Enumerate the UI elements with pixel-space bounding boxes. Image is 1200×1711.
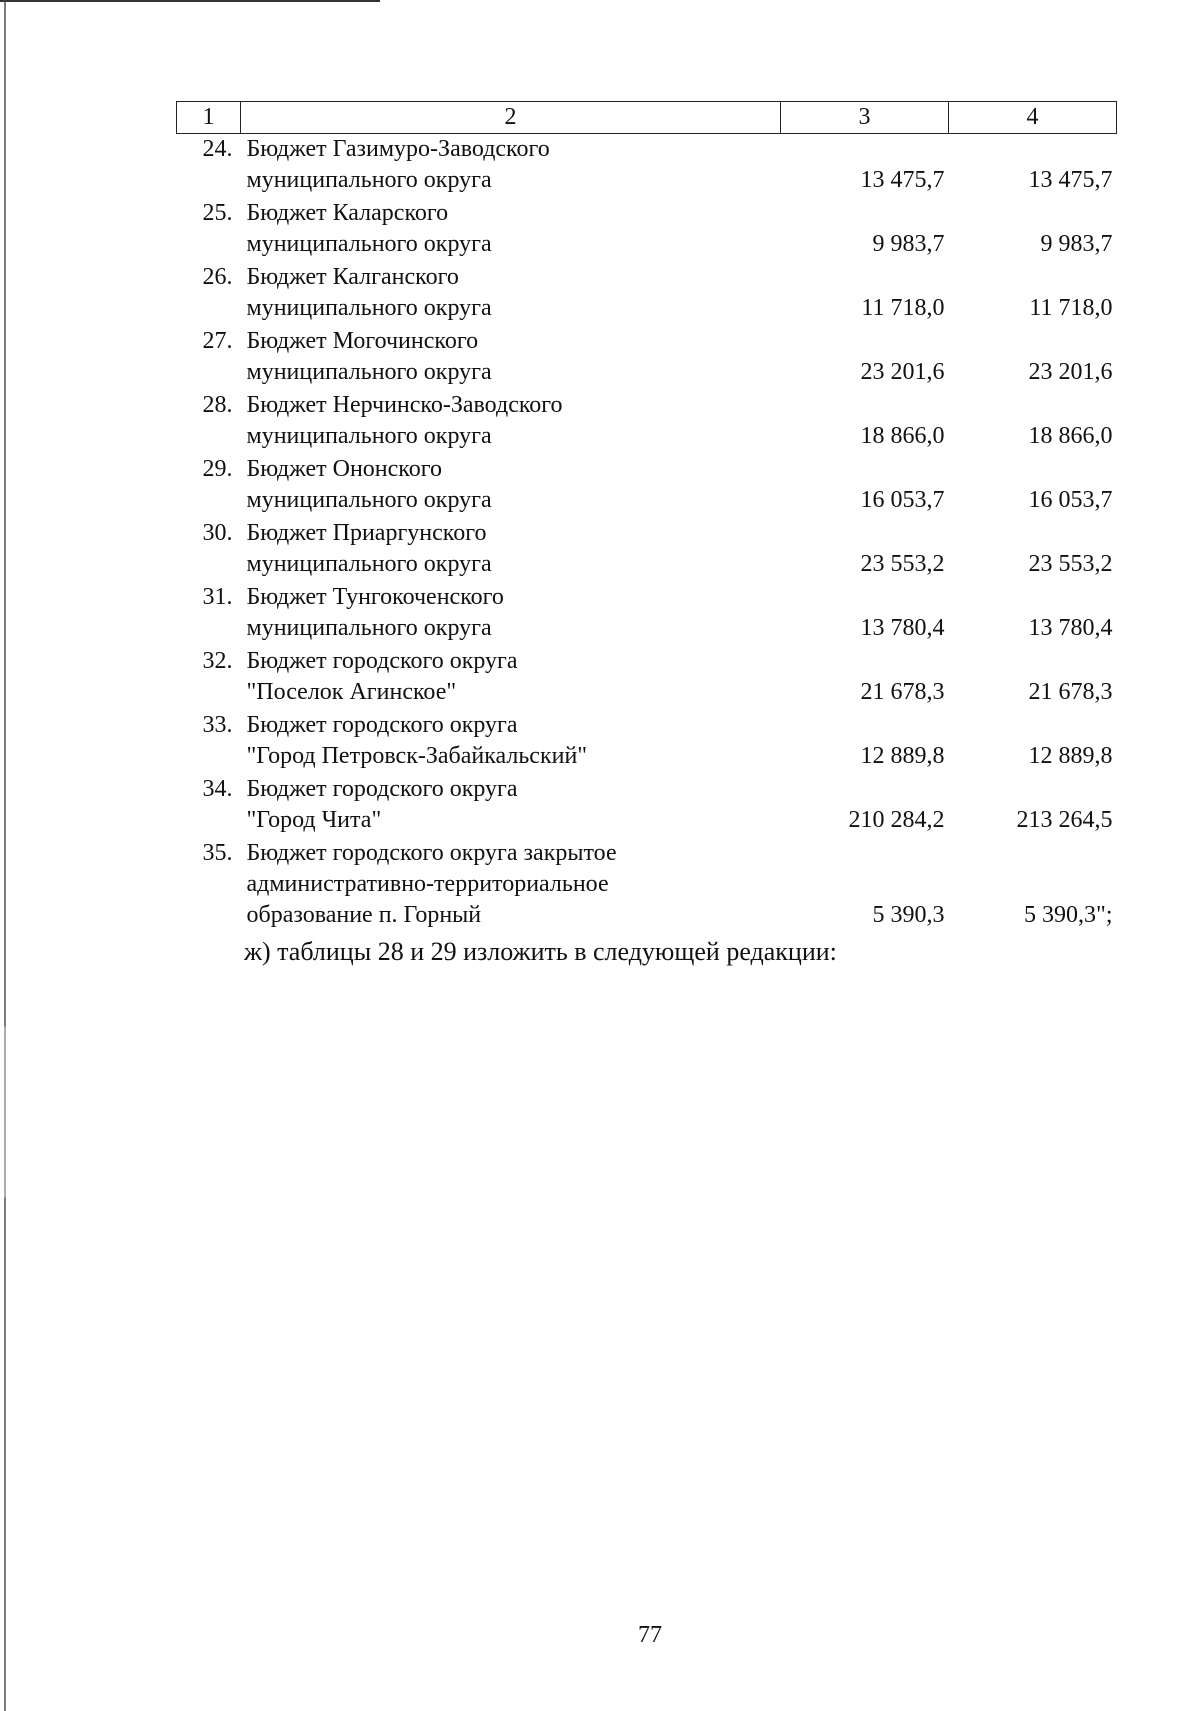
table-row bbox=[177, 326, 1117, 390]
budget-name-line: муниципального округа bbox=[246, 615, 492, 641]
value-column-4: 18 866,0 bbox=[1028, 423, 1113, 449]
value-column-4: 21 678,3 bbox=[1028, 679, 1113, 705]
budget-name-line: муниципального округа bbox=[246, 231, 492, 257]
row-number: 33. bbox=[202, 712, 233, 738]
row-number: 35. bbox=[202, 840, 233, 866]
budget-name bbox=[241, 134, 781, 199]
value-column-3: 13 475,7 bbox=[860, 167, 945, 193]
value-column-4: 13 475,7 bbox=[1028, 167, 1113, 193]
budget-name bbox=[241, 582, 781, 646]
value-column-4: 213 264,5 bbox=[1016, 807, 1113, 833]
table-row bbox=[177, 518, 1117, 582]
table-row bbox=[177, 646, 1117, 710]
value-column-3: 23 201,6 bbox=[860, 359, 945, 385]
table-row bbox=[177, 838, 1117, 933]
value-column-4: 9 983,7 bbox=[1040, 231, 1113, 257]
value-column-3: 23 553,2 bbox=[860, 551, 945, 577]
table-row bbox=[177, 774, 1117, 838]
table-row bbox=[177, 134, 1117, 199]
budget-name-line: муниципального округа bbox=[246, 295, 492, 321]
budget-name-line: Бюджет Ононского bbox=[246, 456, 442, 482]
budget-name bbox=[241, 518, 781, 582]
value-column-4: 11 718,0 bbox=[1029, 295, 1113, 321]
column-header-3: 3 bbox=[781, 102, 949, 134]
budget-name-line: муниципального округа bbox=[246, 167, 492, 193]
budget-table bbox=[176, 101, 1117, 933]
value-column-3: 210 284,2 bbox=[848, 807, 945, 833]
value-column-4: 13 780,4 bbox=[1028, 615, 1113, 641]
table-row bbox=[177, 582, 1117, 646]
table-row bbox=[177, 198, 1117, 262]
value-column-3: 9 983,7 bbox=[872, 231, 945, 257]
value-column-3: 16 053,7 bbox=[860, 487, 945, 513]
row-number: 30. bbox=[202, 520, 233, 546]
budget-name bbox=[241, 710, 781, 774]
budget-name-line: муниципального округа bbox=[246, 487, 492, 513]
row-number: 27. bbox=[202, 328, 233, 354]
budget-name-line: образование п. Горный bbox=[246, 902, 482, 928]
budget-name-line: Бюджет Каларского bbox=[246, 200, 449, 226]
budget-name-line: муниципального округа bbox=[246, 551, 492, 577]
row-number: 32. bbox=[202, 648, 233, 674]
row-number: 24. bbox=[202, 136, 233, 162]
row-number: 29. bbox=[202, 456, 233, 482]
value-column-4: 16 053,7 bbox=[1028, 487, 1113, 513]
value-column-3: 5 390,3 bbox=[872, 902, 945, 928]
budget-name-line: муниципального округа bbox=[246, 359, 492, 385]
budget-name bbox=[241, 262, 781, 326]
column-header-1: 1 bbox=[177, 102, 241, 134]
budget-name bbox=[241, 454, 781, 518]
budget-name-line: Бюджет Калганского bbox=[246, 264, 459, 290]
value-column-3: 18 866,0 bbox=[860, 423, 945, 449]
budget-name-line: Бюджет городского округа bbox=[246, 648, 518, 674]
budget-name bbox=[241, 838, 781, 933]
budget-name-line: Бюджет Могочинского bbox=[246, 328, 479, 354]
row-number: 28. bbox=[202, 392, 233, 418]
table-body bbox=[177, 134, 1117, 934]
scan-edge-top bbox=[0, 0, 380, 2]
value-column-4: 12 889,8 bbox=[1028, 743, 1113, 769]
budget-name-line: "Город Петровск-Забайкальский" bbox=[246, 743, 588, 769]
row-number: 31. bbox=[202, 584, 233, 610]
budget-name-line: Бюджет Приаргунского bbox=[246, 520, 487, 546]
budget-name bbox=[241, 774, 781, 838]
page-number: 77 bbox=[638, 1622, 662, 1648]
budget-name-line: Бюджет Нерчинско-Заводского bbox=[246, 392, 563, 418]
budget-name bbox=[241, 646, 781, 710]
table-row bbox=[177, 390, 1117, 454]
value-column-4: 23 553,2 bbox=[1028, 551, 1113, 577]
value-column-4: 23 201,6 bbox=[1028, 359, 1113, 385]
budget-name bbox=[241, 326, 781, 390]
value-column-3: 12 889,8 bbox=[860, 743, 945, 769]
instruction-text: ж) таблицы 28 и 29 изложить в следующей редакции: bbox=[244, 937, 837, 966]
budget-name-line: Бюджет городского округа закрытое bbox=[246, 840, 617, 866]
budget-name-line: муниципального округа bbox=[246, 423, 492, 449]
value-column-4: 5 390,3"; bbox=[1024, 902, 1113, 928]
budget-name-line: Бюджет Тунгокоченского bbox=[246, 584, 504, 610]
row-number: 26. bbox=[202, 264, 233, 290]
table-header-row bbox=[177, 102, 1117, 134]
value-column-3: 13 780,4 bbox=[860, 615, 945, 641]
budget-name-line: "Поселок Агинское" bbox=[246, 679, 457, 705]
budget-name-line: Бюджет городского округа bbox=[246, 712, 518, 738]
table-row bbox=[177, 262, 1117, 326]
budget-name-line: Бюджет Газимуро-Заводского bbox=[246, 136, 550, 162]
column-header-4: 4 bbox=[949, 102, 1117, 134]
value-column-3: 11 718,0 bbox=[861, 295, 945, 321]
budget-name bbox=[241, 390, 781, 454]
budget-name-line: Бюджет городского округа bbox=[246, 776, 518, 802]
budget-name-line: административно-территориальное bbox=[246, 871, 609, 897]
column-header-2: 2 bbox=[241, 102, 781, 134]
table-row bbox=[177, 454, 1117, 518]
table-row bbox=[177, 710, 1117, 774]
budget-name bbox=[241, 198, 781, 262]
row-number: 34. bbox=[202, 776, 233, 802]
row-number: 25. bbox=[202, 200, 233, 226]
scan-edge-left bbox=[4, 0, 6, 1711]
value-column-3: 21 678,3 bbox=[860, 679, 945, 705]
budget-name-line: "Город Чита" bbox=[246, 807, 382, 833]
